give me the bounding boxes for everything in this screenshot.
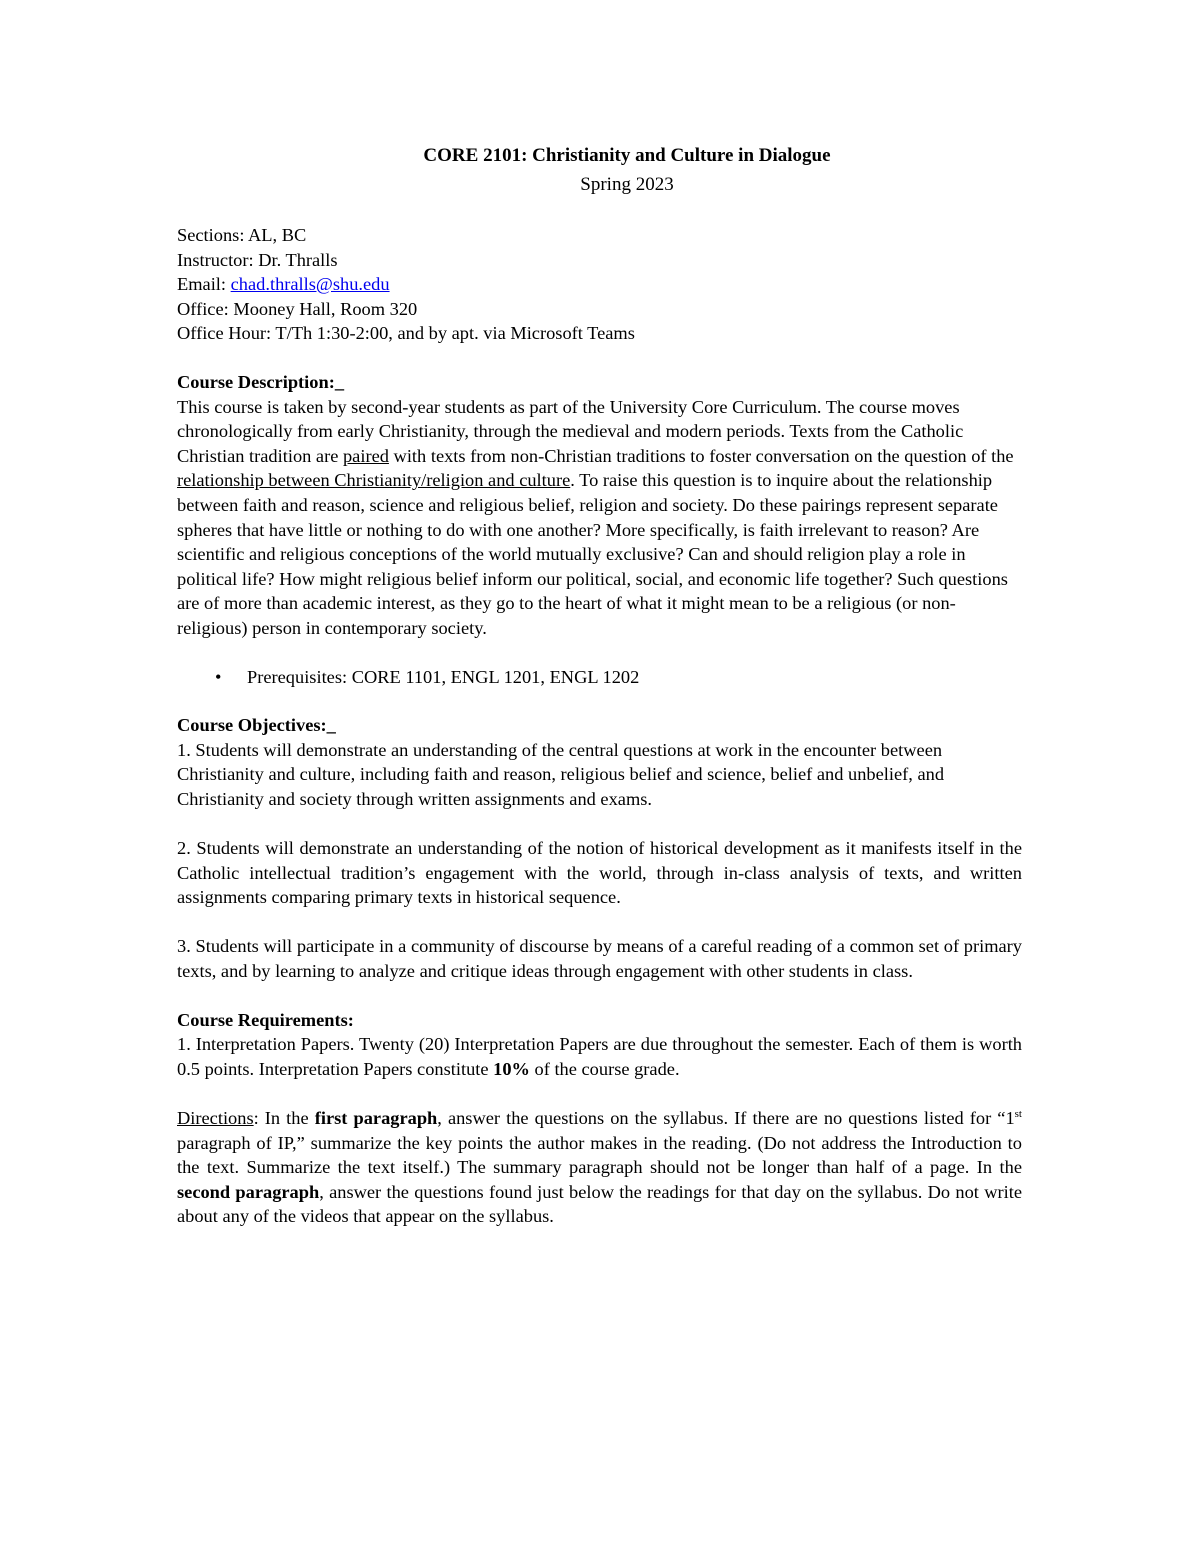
document-page <box>177 141 1022 1229</box>
bullet-icon: • <box>215 666 222 687</box>
directions-second-paragraph: second paragraph <box>177 1181 320 1202</box>
description-heading: Course Description:_ <box>177 371 345 392</box>
office-hour-line: Office Hour: T/Th 1:30-2:00, and by apt. via Microsoft Teams <box>177 323 635 344</box>
directions-label: Directions <box>177 1108 254 1128</box>
email-label: Email: <box>177 274 231 295</box>
description-underline-relationship: relationship between Christianity/religion and culture <box>177 470 571 491</box>
prerequisites-list <box>177 665 1022 690</box>
title-block <box>232 141 1022 199</box>
requirements-heading: Course Requirements: <box>177 1009 354 1030</box>
prerequisites-text: Prerequisites: CORE 1101, ENGL 1201, ENGL 1202 <box>247 666 640 687</box>
course-term: Spring 2023 <box>580 174 674 195</box>
requirement-1-text-a: 1. Interpretation Papers. Twenty (20) Interpretation Papers are due throughout the semester. Each of them is worth 0.5 points. Interpretation Papers constitute <box>177 1034 1022 1079</box>
office-line: Office: Mooney Hall, Room 320 <box>177 298 418 319</box>
sections-line: Sections: AL, BC <box>177 225 307 245</box>
email-link[interactable]: chad.thralls@shu.edu <box>230 274 390 295</box>
description-underline-paired: paired <box>342 445 389 466</box>
email-line <box>177 272 1022 297</box>
directions-text-d: , answer the questions found just below the readings for that day on the syllabus. Do not write about any of the videos that appear on the syllabus. <box>177 1181 1022 1227</box>
spacer <box>177 811 1022 836</box>
requirement-1-percent: 10% <box>493 1058 530 1079</box>
objective-1: 1. Students will demonstrate an understanding of the central questions at work in the encounter between Christianity and culture, including faith and reason, religious belief and science, belief and unbelief, and Christianity and society through written assignments and exams. <box>177 739 945 809</box>
requirement-1 <box>177 1032 1022 1081</box>
objective-2: 2. Students will demonstrate an understanding of the notion of historical development as it manifests itself in the Catholic intellectual tradition’s engagement with the world, through in-class analysis of texts, and written assignments comparing primary texts in historical sequence. <box>177 838 1022 908</box>
description-paragraph <box>177 395 1022 641</box>
prerequisites-item <box>215 665 1022 690</box>
directions-superscript: st <box>1014 1107 1022 1120</box>
course-info <box>177 223 1022 346</box>
description-text-3: . To raise this question is to inquire about the relationship between faith and reason, science and religious belief, religion and society. Do these pairings represent separate spheres that have little or nothing to do with one another? More specifically, is faith irrelevant to reason? Are scientific and religious conceptions of the world mutually exclusive? Can and should religion play a role in political life? How might religious belief inform our political, social, and economic life together? Such questions are of more than academic interest, as they go to the heart of what it might mean to be a religious (or non-religious) person in contemporary society. <box>177 470 1008 638</box>
spacer <box>177 910 1022 935</box>
spacer <box>177 1081 1022 1106</box>
directions-first-paragraph: first paragraph <box>314 1108 438 1128</box>
instructor-line: Instructor: Dr. Thralls <box>177 249 338 270</box>
directions-text-c: paragraph of IP,” summarize the key points the author makes in the reading. (Do not address the Introduction to the text. Summarize the text itself.) The summary paragraph should not be longer than half of a page. In the <box>177 1132 1022 1178</box>
description-text-2: with texts from non-Christian traditions to foster conversation on the question of the <box>388 445 1014 466</box>
directions-text-b: , answer the questions on the syllabus. If there are no questions listed for “1 <box>437 1108 1015 1128</box>
description-text-1: This course is taken by second-year students as part of the University Core Curriculum. The course moves chronologically from early Christianity, through the medieval and modern periods. Texts from the Catholic Christian tradition are <box>177 396 964 466</box>
course-title: CORE 2101: Christianity and Culture in Dialogue <box>423 145 831 166</box>
requirement-1-text-b: of the course grade. <box>529 1058 680 1079</box>
objectives-heading: Course Objectives:_ <box>177 715 336 736</box>
directions-text-a: : In the <box>253 1108 315 1128</box>
objective-3: 3. Students will participate in a community of discourse by means of a careful reading of a common set of primary texts, and by learning to analyze and critique ideas through engagement with other students in class. <box>177 936 1022 982</box>
directions-paragraph <box>177 1106 1022 1229</box>
